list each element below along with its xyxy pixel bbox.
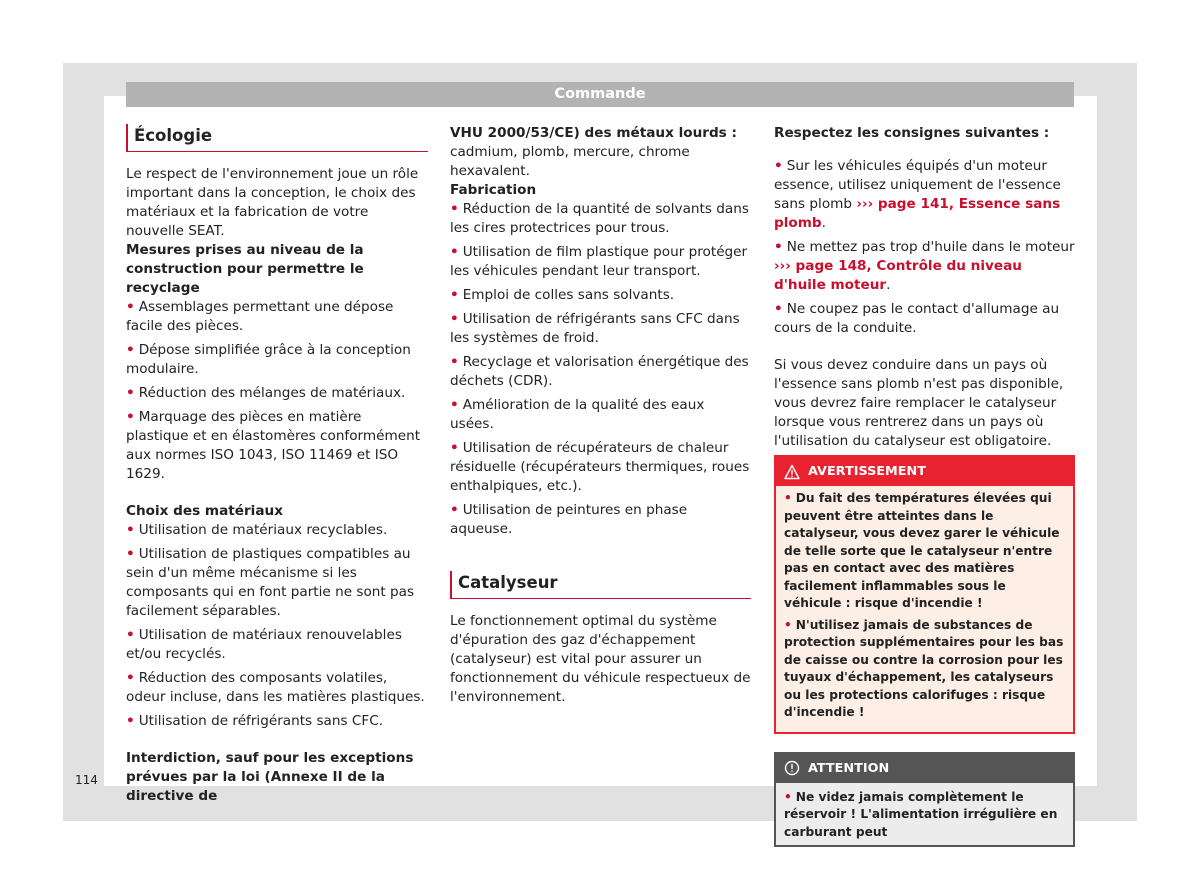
list-item: • Utilisation de réfrigérants sans CFC dans les systèmes de froid.	[450, 311, 740, 346]
list-item: • Utilisation de réfrigérants sans CFC.	[126, 713, 384, 729]
bullet-icon: •	[784, 491, 792, 505]
list-item: • Utilisation de peintures en phase aqueuse.	[450, 502, 688, 537]
metaux-lourds-text: VHU 2000/53/CE) des métaux lourds : cadmium, plomb, mercure, chrome hexavalent.	[450, 125, 737, 179]
bullet-icon: •	[784, 617, 792, 632]
choix-title: Choix des matériaux	[126, 503, 283, 519]
column-1	[126, 124, 428, 806]
heading-ecologie: Écologie	[126, 124, 428, 152]
mesures-title: Mesures prises au niveau de la construction pour permettre le recyclage	[126, 242, 364, 296]
section-header-bar	[126, 82, 1074, 107]
list-item: • Marquage des pièces en matière plastique et en élastomères conformément aux normes ISO 1043, ISO 11469 et ISO 1629.	[126, 409, 421, 482]
bullet-icon: •	[126, 385, 135, 401]
warning-item: • Du fait des températures élevées qui peuvent être atteintes dans le catalyseur, vous devez garer le véhicule de telle sorte que le catalyseur n'entre pas en contact avec des matières facilement inflammables sous le véhicule : risque d'incendie !	[784, 491, 1060, 610]
bullet-icon: •	[126, 522, 135, 538]
list-item: • Utilisation de récupérateurs de chaleur résiduelle (récupérateurs thermiques, roues enthalpiques, etc.).	[450, 440, 750, 494]
fabrication-title: Fabrication	[450, 182, 537, 198]
choix-list	[126, 521, 428, 731]
column-2	[450, 124, 751, 707]
list-item: • Utilisation de matériaux renouvelables et/ou recyclés.	[126, 627, 402, 662]
attention-body: • Ne videz jamais complètement le réservoir ! L'alimentation irrégulière en carburant peut	[784, 789, 1058, 839]
bullet-icon: •	[126, 627, 135, 643]
bullet-icon: •	[450, 440, 459, 456]
link-controle-huile[interactable]: ››› page 148, Contrôle du niveau d'huile moteur	[774, 258, 1022, 293]
bullet-icon: •	[126, 299, 135, 315]
list-item: • Ne coupez pas le contact d'allumage au cours de la conduite.	[774, 301, 1060, 336]
bullet-icon: •	[774, 158, 783, 174]
list-item: • Réduction des composants volatiles, odeur incluse, dans les matières plastiques.	[126, 670, 425, 705]
heading-catalyseur: Catalyseur	[450, 571, 751, 599]
section-header-title: Commande	[554, 86, 646, 102]
bullet-icon: •	[126, 342, 135, 358]
bullet-icon: •	[126, 670, 135, 686]
bullet-icon: •	[126, 546, 135, 562]
warning-body	[776, 486, 1073, 732]
attention-header	[776, 754, 1073, 783]
warning-box	[774, 455, 1075, 734]
bullet-icon: •	[450, 287, 459, 303]
bullet-icon: •	[450, 311, 459, 327]
list-item: • Réduction de la quantité de solvants dans les cires protectrices pour trous.	[450, 201, 749, 236]
interdiction-title: Interdiction, sauf pour les exceptions prévues par la loi (Annexe II de la directive de	[126, 750, 414, 804]
bullet-icon: •	[450, 354, 459, 370]
warning-item: • N'utilisez jamais de substances de protection supplémentaires pour les bas de caisse ou contre la corrosion pour les tuyaux d'échappement, les catalyseurs ou les protections calorifuges : risque d'incendie !	[784, 617, 1064, 719]
list-item: • Utilisation de matériaux recyclables.	[126, 522, 388, 538]
ecologie-intro: Le respect de l'environnement joue un rôle important dans la conception, le choix des matériaux et la fabrication de votre nouvelle SEAT.	[126, 166, 419, 239]
bullet-icon: •	[126, 713, 135, 729]
list-item: • Ne mettez pas trop d'huile dans le moteur ››› page 148, Contrôle du niveau d'huile moteur.	[774, 239, 1075, 293]
list-item: • Dépose simplifiée grâce à la conception modulaire.	[126, 342, 411, 377]
bullet-icon: •	[774, 301, 783, 317]
column-3	[774, 124, 1075, 847]
warning-triangle-icon	[784, 464, 800, 480]
list-item: • Assemblages permettant une dépose facile des pièces.	[126, 299, 394, 334]
list-item: • Amélioration de la qualité des eaux usées.	[450, 397, 705, 432]
bullet-icon: •	[450, 244, 459, 260]
list-item: • Emploi de colles sans solvants.	[450, 287, 675, 303]
consignes-list	[774, 157, 1075, 338]
bullet-icon: •	[450, 397, 459, 413]
warning-header	[776, 457, 1073, 486]
page-number: 114	[75, 773, 98, 787]
list-item: • Utilisation de film plastique pour protéger les véhicules pendant leur transport.	[450, 244, 748, 279]
warning-title: AVERTISSEMENT	[808, 464, 926, 479]
attention-box	[774, 752, 1075, 848]
fabrication-list	[450, 200, 751, 539]
catalyseur-text: Le fonctionnement optimal du système d'épuration des gaz d'échappement (catalyseur) est vital pour assurer un fonctionnement du véhicule respectueux de l'environnement.	[450, 613, 751, 705]
link-essence-sans-plomb[interactable]: ››› page 141, Essence sans plomb	[774, 196, 1061, 231]
consignes-title: Respectez les consignes suivantes :	[774, 125, 1050, 141]
attention-title: ATTENTION	[808, 760, 890, 776]
bullet-icon: •	[774, 239, 783, 255]
bullet-icon: •	[450, 502, 459, 518]
mesures-list	[126, 298, 428, 484]
list-item: • Utilisation de plastiques compatibles au sein d'un même mécanisme si les composants qui en font partie ne sont pas facilement séparables.	[126, 546, 415, 619]
list-item: • Réduction des mélanges de matériaux.	[126, 385, 406, 401]
info-circle-icon	[784, 760, 800, 776]
pays-text: Si vous devez conduire dans un pays où l'essence sans plomb n'est pas disponible, vous devrez faire remplacer le catalyseur lorsque vous rentrerez dans un pays où l'utilisation du catalyseur est obligatoire.	[774, 357, 1064, 449]
bullet-icon: •	[126, 409, 135, 425]
bullet-icon: •	[784, 789, 792, 804]
list-item: • Recyclage et valorisation énergétique des déchets (CDR).	[450, 354, 749, 389]
bullet-icon: •	[450, 201, 459, 217]
list-item: • Sur les véhicules équipés d'un moteur essence, utilisez uniquement de l'essence sans plomb ››› page 141, Essence sans plomb.	[774, 158, 1061, 231]
